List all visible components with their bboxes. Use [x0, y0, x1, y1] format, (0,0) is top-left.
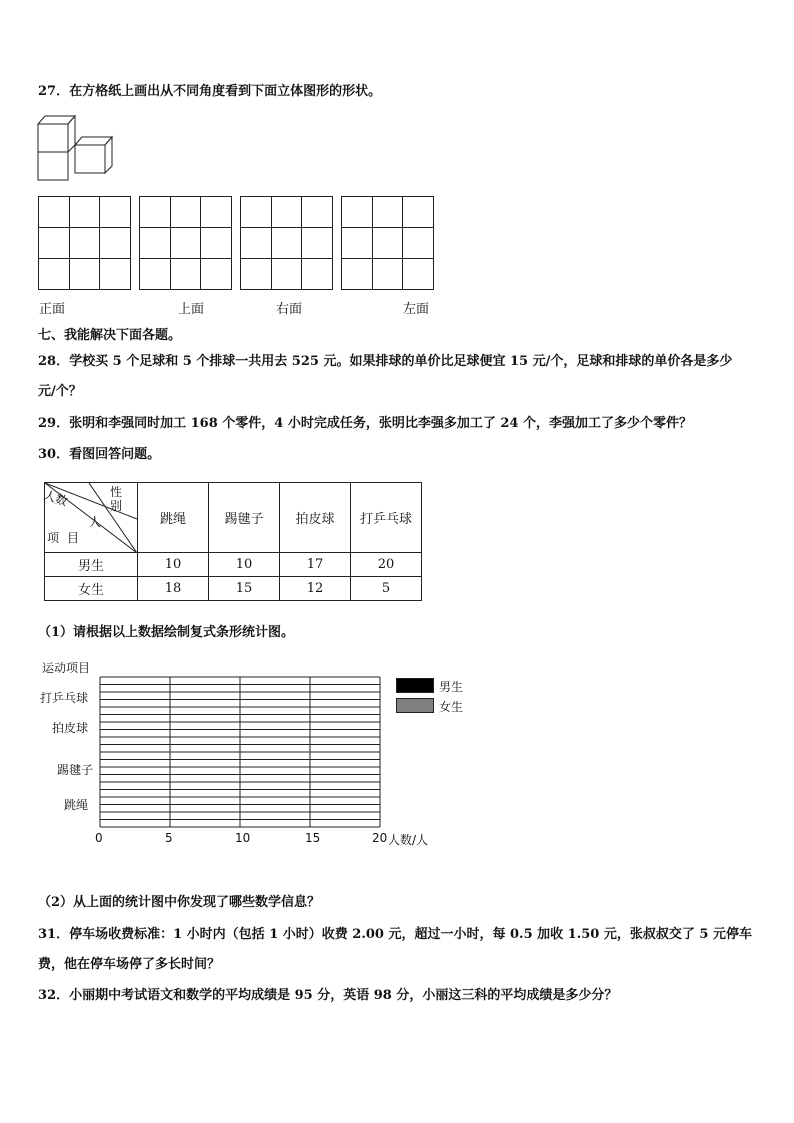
- view-label-front: 正面: [39, 302, 66, 317]
- corner-people: 人: [89, 515, 102, 529]
- table-col-header: 跳绳: [138, 483, 209, 553]
- view-label-top: 上面: [178, 302, 205, 317]
- q32-text: 32．小丽期中考试语文和数学的平均成绩是 95 分，英语 98 分，小丽这三科的平均成绩是多少分？: [38, 988, 618, 1003]
- q31-line2: 费，他在停车场停了多长时间？: [38, 957, 221, 972]
- corner-gender: 性别: [109, 485, 122, 513]
- table-row: [45, 577, 422, 601]
- table-cell: 10: [138, 553, 209, 577]
- chart-ylabel: 运动项目: [42, 661, 91, 675]
- view-grid-left[interactable]: [341, 196, 434, 290]
- corner-count: 人数: [42, 487, 70, 509]
- table-cell: 17: [280, 553, 351, 577]
- category-label: 打乒乓球: [40, 691, 89, 705]
- x-tick-label: 0: [95, 831, 103, 845]
- table-col-header: 踢毽子: [209, 483, 280, 553]
- q31-line1: 31．停车场收费标准：1 小时内（包括 1 小时）收费 2.00 元，超过一小时，每 0.5 加收 1.50 元，张叔叔交了 5 元停车: [38, 927, 752, 942]
- data-table: [44, 482, 422, 601]
- q30-sub1: （1）请根据以上数据绘制复式条形统计图。: [38, 625, 295, 640]
- table-cell: 20: [351, 553, 422, 577]
- legend-label-girls: 女生: [439, 700, 464, 714]
- q28-line1: 28．学校买 5 个足球和 5 个排球一共用去 525 元。如果排球的单价比足球便宜 15 元/个，足球和排球的单价各是多少: [38, 354, 733, 369]
- table-cell: 12: [280, 577, 351, 601]
- table-cell: 10: [209, 553, 280, 577]
- q30-title: 30．看图回答问题。: [38, 447, 161, 462]
- table-cell: 18: [138, 577, 209, 601]
- chart-xlabel: 人数/人: [388, 833, 429, 847]
- row-label: 女生: [45, 577, 138, 601]
- table-cell: 15: [209, 577, 280, 601]
- q30-sub2: （2）从上面的统计图中你发现了哪些数学信息？: [38, 895, 321, 910]
- view-grid-top[interactable]: [139, 196, 232, 290]
- x-tick-label: 5: [165, 831, 173, 845]
- section-heading: 七、我能解决下面各题。: [38, 328, 182, 343]
- view-grid-front[interactable]: [38, 196, 131, 290]
- view-grid-right[interactable]: [240, 196, 333, 290]
- view-label-left: 左面: [403, 302, 430, 317]
- x-tick-label: 15: [305, 831, 321, 845]
- category-label: 踢毽子: [57, 763, 94, 777]
- table-row: [45, 553, 422, 577]
- row-label: 男生: [45, 553, 138, 577]
- legend-label-boys: 男生: [439, 680, 464, 694]
- legend-swatch-boys: [396, 678, 434, 693]
- x-tick-label: 20: [372, 831, 388, 845]
- legend-swatch-girls: [396, 698, 434, 713]
- table-col-header: 打乒乓球: [351, 483, 422, 553]
- corner-item: 项目: [47, 531, 88, 545]
- category-label: 跳绳: [64, 798, 89, 812]
- table-col-header: 拍皮球: [280, 483, 351, 553]
- category-label: 拍皮球: [52, 721, 89, 735]
- x-tick-label: 10: [235, 831, 251, 845]
- table-cell: 5: [351, 577, 422, 601]
- cube-figure: [36, 112, 116, 184]
- q27-title: 27．在方格纸上画出从不同角度看到下面立体图形的形状。: [38, 84, 382, 99]
- q28-line2: 元/个？: [38, 384, 82, 399]
- table-header-corner: [42, 483, 138, 553]
- q29-text: 29．张明和李强同时加工 168 个零件，4 小时完成任务，张明比李强多加工了 24 个，李强加工了多少个零件？: [38, 416, 692, 431]
- view-label-right: 右面: [276, 302, 303, 317]
